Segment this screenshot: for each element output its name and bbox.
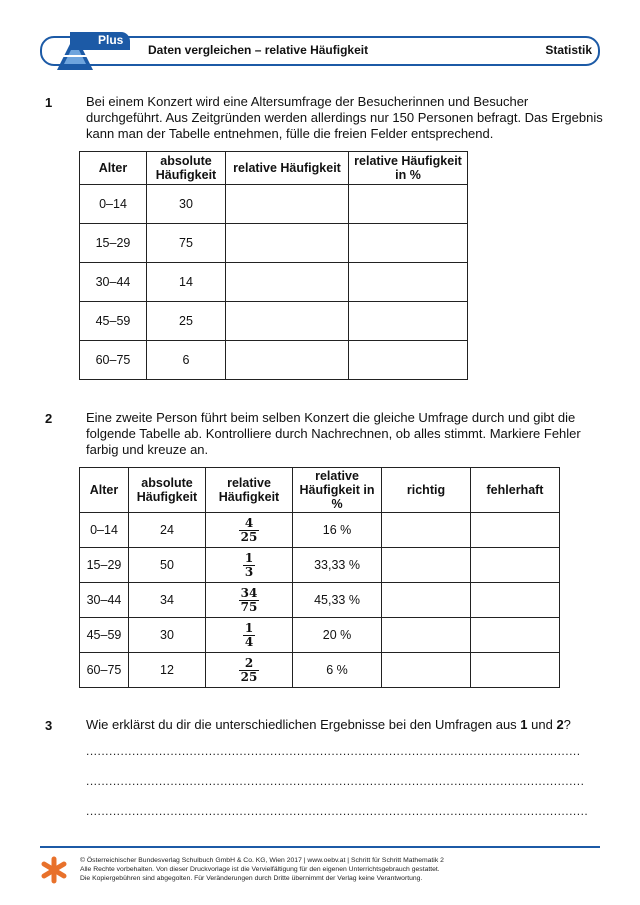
task-text-3 bbox=[86, 717, 606, 733]
numerator: 1 bbox=[244, 620, 254, 635]
task-number-1: 1 bbox=[45, 95, 53, 110]
answer-line-3[interactable]: ................................................................................................................................... bbox=[86, 804, 589, 818]
age-cell: 30–44 bbox=[80, 583, 129, 618]
absolute-cell: 50 bbox=[129, 548, 206, 583]
correct-checkbox-cell[interactable] bbox=[382, 513, 471, 548]
fraction bbox=[239, 657, 260, 684]
table-row bbox=[80, 263, 468, 302]
fraction bbox=[243, 552, 255, 579]
table-row bbox=[80, 185, 468, 224]
subject-label: Statistik bbox=[545, 43, 592, 57]
fraction-cell bbox=[206, 653, 293, 688]
absolute-cell: 24 bbox=[129, 513, 206, 548]
footer-divider bbox=[40, 846, 600, 848]
table-row bbox=[80, 618, 560, 653]
footer-line: Die Kopiergebühren sind abgegolten. Für Veränderungen durch Dritte übernimmt der Verlag keine Verantwortung. bbox=[80, 875, 423, 882]
denominator: 25 bbox=[240, 529, 258, 544]
absolute-cell: 6 bbox=[147, 341, 226, 380]
percent-input-cell[interactable] bbox=[349, 263, 468, 302]
task-text-1: Bei einem Konzert wird eine Altersumfrage der Besucherinnen und Besucher durchgeführt. Aus Zeitgründen werden allerdings nur 150 Personen befragt. Das Ergebnis kann man der Tabelle entnehmen, fülle die freien Felder entsprechend. bbox=[86, 94, 603, 141]
col-header-age: Alter bbox=[80, 468, 129, 513]
fraction-cell bbox=[206, 618, 293, 653]
percent-input-cell[interactable] bbox=[349, 341, 468, 380]
age-cell: 45–59 bbox=[80, 302, 147, 341]
table-row bbox=[80, 513, 560, 548]
incorrect-checkbox-cell[interactable] bbox=[471, 583, 560, 618]
percent-cell: 33,33 % bbox=[293, 548, 382, 583]
table-row bbox=[80, 548, 560, 583]
absolute-cell: 30 bbox=[147, 185, 226, 224]
plus-logo bbox=[55, 32, 130, 72]
age-cell: 0–14 bbox=[80, 513, 129, 548]
denominator: 4 bbox=[244, 634, 254, 649]
col-header-relative: relative Häufigkeit bbox=[206, 468, 293, 513]
table-row bbox=[80, 302, 468, 341]
logo-text: Plus bbox=[98, 33, 124, 47]
percent-cell: 45,33 % bbox=[293, 583, 382, 618]
age-cell: 15–29 bbox=[80, 224, 147, 263]
absolute-cell: 14 bbox=[147, 263, 226, 302]
task-number-2: 2 bbox=[45, 411, 53, 426]
correct-checkbox-cell[interactable] bbox=[382, 583, 471, 618]
fraction bbox=[239, 587, 260, 614]
table-task-2 bbox=[79, 467, 560, 688]
logo-badge bbox=[70, 32, 130, 50]
footer-line: Alle Rechte vorbehalten. Von dieser Druckvorlage ist die Vervielfältigung für den eigenen Unterrichtsgebrauch gestattet. bbox=[80, 866, 440, 873]
incorrect-checkbox-cell[interactable] bbox=[471, 618, 560, 653]
age-cell: 30–44 bbox=[80, 263, 147, 302]
task-ref-1: 1 bbox=[520, 717, 528, 732]
col-header-age: Alter bbox=[80, 152, 147, 185]
incorrect-checkbox-cell[interactable] bbox=[471, 513, 560, 548]
task-ref-2: 2 bbox=[556, 717, 564, 732]
table-task-1 bbox=[79, 151, 468, 380]
age-cell: 60–75 bbox=[80, 341, 147, 380]
table-row bbox=[80, 583, 560, 618]
age-cell: 0–14 bbox=[80, 185, 147, 224]
col-header-absolute: absolute Häufigkeit bbox=[147, 152, 226, 185]
table-row bbox=[80, 224, 468, 263]
incorrect-checkbox-cell[interactable] bbox=[471, 548, 560, 583]
col-header-relative: relative Häufigkeit bbox=[226, 152, 349, 185]
absolute-cell: 25 bbox=[147, 302, 226, 341]
numerator: 1 bbox=[244, 550, 254, 565]
incorrect-checkbox-cell[interactable] bbox=[471, 653, 560, 688]
absolute-cell: 34 bbox=[129, 583, 206, 618]
col-header-relative-percent: relative Häufigkeit in % bbox=[349, 152, 468, 185]
relative-input-cell[interactable] bbox=[226, 185, 349, 224]
answer-line-2[interactable]: .................................................................................................................................. bbox=[86, 774, 585, 788]
fraction bbox=[239, 517, 260, 544]
task-number-3: 3 bbox=[45, 718, 53, 733]
col-header-absolute: absolute Häufigkeit bbox=[129, 468, 206, 513]
correct-checkbox-cell[interactable] bbox=[382, 653, 471, 688]
page-title: Daten vergleichen – relative Häufigkeit bbox=[148, 43, 369, 57]
fraction-cell bbox=[206, 513, 293, 548]
fraction-cell bbox=[206, 548, 293, 583]
fraction bbox=[243, 622, 255, 649]
denominator: 25 bbox=[240, 669, 258, 684]
fraction-cell bbox=[206, 583, 293, 618]
age-cell: 60–75 bbox=[80, 653, 129, 688]
asterisk-icon bbox=[40, 856, 68, 884]
relative-input-cell[interactable] bbox=[226, 263, 349, 302]
correct-checkbox-cell[interactable] bbox=[382, 618, 471, 653]
col-header-correct: richtig bbox=[382, 468, 471, 513]
percent-cell: 16 % bbox=[293, 513, 382, 548]
absolute-cell: 12 bbox=[129, 653, 206, 688]
denominator: 3 bbox=[244, 564, 254, 579]
age-cell: 15–29 bbox=[80, 548, 129, 583]
absolute-cell: 30 bbox=[129, 618, 206, 653]
relative-input-cell[interactable] bbox=[226, 224, 349, 263]
table-row bbox=[80, 341, 468, 380]
task-3-text-before: Wie erklärst du dir die unterschiedlichen Ergebnisse bei den Umfragen aus bbox=[86, 717, 521, 732]
answer-line-1[interactable]: ................................................................................................................................. bbox=[86, 744, 581, 758]
percent-input-cell[interactable] bbox=[349, 224, 468, 263]
numerator: 34 bbox=[240, 585, 258, 600]
task-3-text-and: und bbox=[527, 717, 557, 732]
denominator: 75 bbox=[240, 599, 258, 614]
task-3-text-after: ? bbox=[563, 717, 571, 732]
percent-cell: 20 % bbox=[293, 618, 382, 653]
relative-input-cell[interactable] bbox=[226, 341, 349, 380]
footer-line: © Österreichischer Bundesverlag Schulbuch GmbH & Co. KG, Wien 2017 | www.oebv.at | Schritt für Schritt Mathematik 2 bbox=[80, 857, 444, 864]
percent-input-cell[interactable] bbox=[349, 185, 468, 224]
numerator: 4 bbox=[239, 517, 260, 531]
relative-input-cell[interactable] bbox=[226, 302, 349, 341]
percent-cell: 6 % bbox=[293, 653, 382, 688]
percent-input-cell[interactable] bbox=[349, 302, 468, 341]
col-header-relative-percent: relative Häufigkeit in % bbox=[293, 468, 382, 513]
task-text-2: Eine zweite Person führt beim selben Konzert die gleiche Umfrage durch und gibt die folgende Tabelle ab. Kontrolliere durch Nachrechnen, ob alles stimmt. Markiere Fehler farbig und kreuze an. bbox=[86, 410, 581, 457]
col-header-incorrect: fehlerhaft bbox=[471, 468, 560, 513]
absolute-cell: 75 bbox=[147, 224, 226, 263]
age-cell: 45–59 bbox=[80, 618, 129, 653]
correct-checkbox-cell[interactable] bbox=[382, 548, 471, 583]
table-row bbox=[80, 653, 560, 688]
footer-copyright bbox=[80, 856, 600, 883]
numerator: 2 bbox=[239, 657, 260, 671]
